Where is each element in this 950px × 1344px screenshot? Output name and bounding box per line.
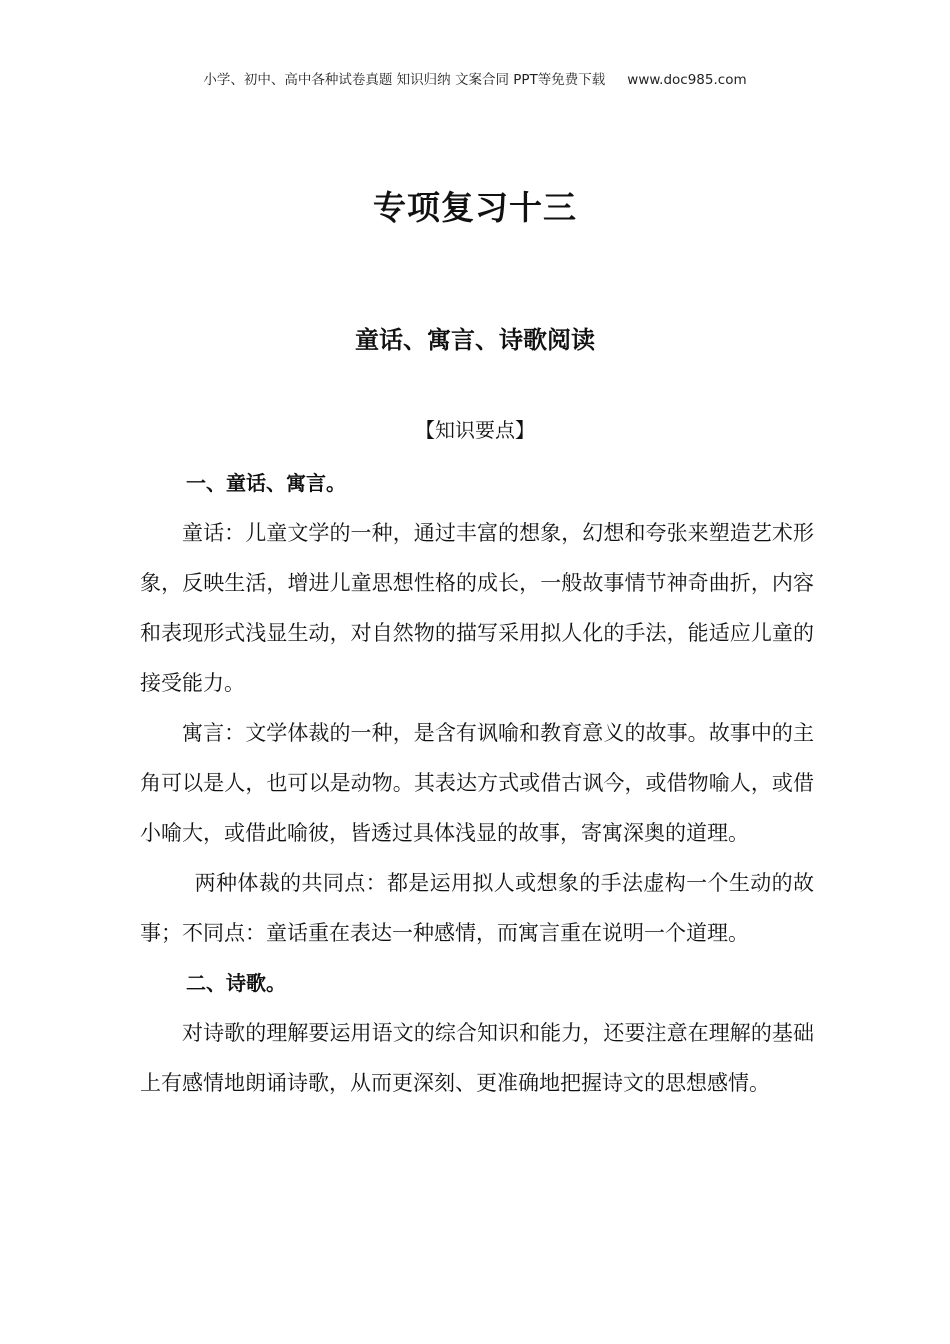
page-header xyxy=(0,68,950,88)
header-text: 小学、初中、高中各种试卷真题 知识归纳 文案合同 PPT等免费下载 xyxy=(203,72,606,88)
paragraph-fairy-tale: 童话：儿童文学的一种，通过丰富的想象，幻想和夸张来塑造艺术形象，反映生活，增进儿童思想性格的成长，一般故事情节神奇曲折，内容和表现形式浅显生动，对自然物的描写采用拟人化的手法，能适应儿童的接受能力。 xyxy=(140,521,814,695)
document-body xyxy=(140,458,814,1108)
document-subtitle: 童话、寓言、诗歌阅读 xyxy=(355,326,595,354)
knowledge-points-label: 【知识要点】 xyxy=(415,418,535,442)
header-site: www.doc985.com xyxy=(627,72,747,88)
paragraph-fable: 寓言：文学体裁的一种，是含有讽喻和教育意义的故事。故事中的主角可以是人，也可以是动物。其表达方式或借古讽今，或借物喻人，或借小喻大，或借此喻彼，皆透过具体浅显的故事，寄寓深奥的道理。 xyxy=(140,721,814,845)
section-heading-poetry: 二、诗歌。 xyxy=(186,971,286,995)
paragraph-poetry: 对诗歌的理解要运用语文的综合知识和能力，还要注意在理解的基础上有感情地朗诵诗歌，从而更深刻、更准确地把握诗文的思想感情。 xyxy=(140,1021,814,1095)
document-title: 专项复习十三 xyxy=(373,188,577,227)
section-heading-fairy-tale-fable: 一、童话、寓言。 xyxy=(186,471,346,495)
paragraph-comparison: 两种体裁的共同点：都是运用拟人或想象的手法虚构一个生动的故事；不同点：童话重在表达一种感情，而寓言重在说明一个道理。 xyxy=(140,871,814,945)
